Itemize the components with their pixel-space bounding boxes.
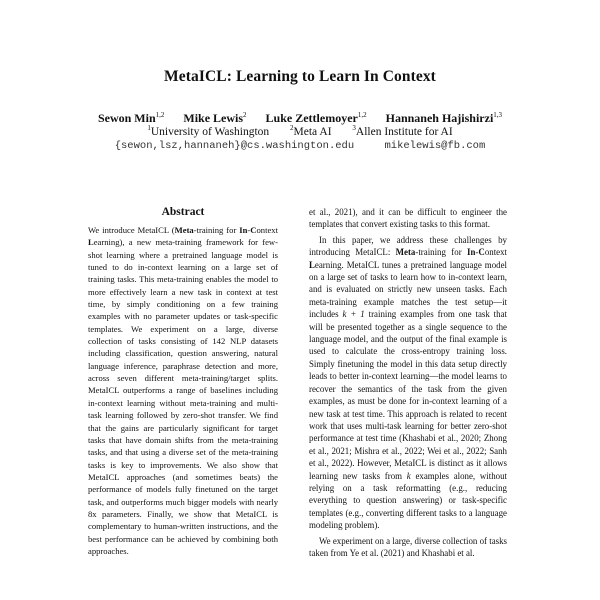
affiliation-name: University of Washington (150, 125, 270, 138)
affiliation-name: Allen Institute for AI (355, 125, 453, 138)
intro-paragraph: We experiment on a large, diverse collection of tasks taken from Ye et al. (2021) and Khashabi et al. (309, 535, 507, 558)
affiliation (352, 126, 452, 138)
author (183, 111, 246, 125)
affiliation-marker: 2 (290, 124, 294, 132)
abstract-heading: Abstract (161, 206, 205, 218)
affiliation-name: Meta AI (293, 125, 332, 138)
affiliation (147, 126, 269, 138)
affiliation-marker: 3 (352, 124, 356, 132)
author (266, 111, 367, 125)
author-name: Mike Lewis (183, 111, 244, 125)
email-list (0, 140, 600, 152)
author-name: Hannaneh Hajishirzi (385, 111, 494, 125)
intro-paragraph: et al., 2021), and it can be difficult to engineer the templates that convert existing tasks to this format. (309, 207, 507, 230)
affiliation (290, 126, 332, 138)
abstract-body: We introduce MetaICL (Meta-training for In-Context Learning), a new meta-training framework for few-shot learning where a pretrained language model is tuned to do in-context learning on a large set of training tasks. This meta-training enables the model to more effectively learn a new task in context at test time, by simply conditioning on a few training examples with no parameter updates or task-specific templates. We experiment on a large, diverse collection of tasks consisting of 142 NLP datasets including classification, question answering, natural language inference, paraphrase detection and more, across seven different meta-training/target splits. MetaICL outperforms a range of baselines including in-context learning without meta-training and multi-task learning followed by zero-shot transfer. We find that the gains are particularly significant for target tasks that have domain shifts from the meta-training tasks, and that using a diverse set of the meta-training tasks is key to improvements. We also show that MetaICL approaches (and sometimes beats) the performance of models fully finetuned on the target task, and outperforms much bigger models with nearly 8x parameters. Finally, we show that MetaICL is complementary to human-written instructions, and the best performance can be achieved by combining both approaches. (88, 225, 278, 556)
intro-right-column (309, 206, 507, 559)
author (386, 111, 502, 125)
affiliation-list (0, 124, 600, 138)
paper-title: MetaICL: Learning to Learn In Context (164, 68, 436, 85)
email-address: mikelewis@fb.com (384, 140, 486, 152)
intro-paragraph: In this paper, we address these challenges by introducing MetaICL: Meta-training for In-Context Learning. MetaICL tunes a pretrained language model on a large set of tasks to learn how to in-context learn, and is evaluated on strictly new unseen tasks. Each meta-training example matches the test setup—it includes k + 1 training examples from one task that will be presented together as a single sequence to the language model, and the output of the final example is used to calculate the cross-entropy training loss. Simply finetuning the model in this data setup directly leads to better in-context learning—the model learns to recover the semantics of the task from the given examples, as must be done for in-context learning of a new task at test time. This approach is related to recent work that uses multi-task learning for better zero-shot performance at test time (Khashabi et al., 2020; Zhong et al., 2021; Mishra et al., 2022; Wei et al., 2022; Sanh et al., 2022). However, MetaICL is distinct as it allows learning new tasks from k examples alone, without relying on a task reformatting (e.g., reducing everything to question answering) or task-specific templates (e.g., converting different tasks to a language modeling problem). (309, 234, 507, 531)
author-name: Luke Zettlemoyer (265, 111, 358, 125)
author-affil-marker: 1,2 (155, 111, 165, 119)
author-affil-marker: 1,2 (357, 111, 367, 119)
affiliation-marker: 1 (147, 124, 151, 132)
email-address: {sewon,lsz,hannaneh}@cs.washington.edu (114, 140, 355, 152)
author-affil-marker: 1,3 (493, 111, 503, 119)
author-affil-marker: 2 (243, 111, 247, 119)
author (98, 111, 164, 125)
author-name: Sewon Min (97, 111, 156, 125)
